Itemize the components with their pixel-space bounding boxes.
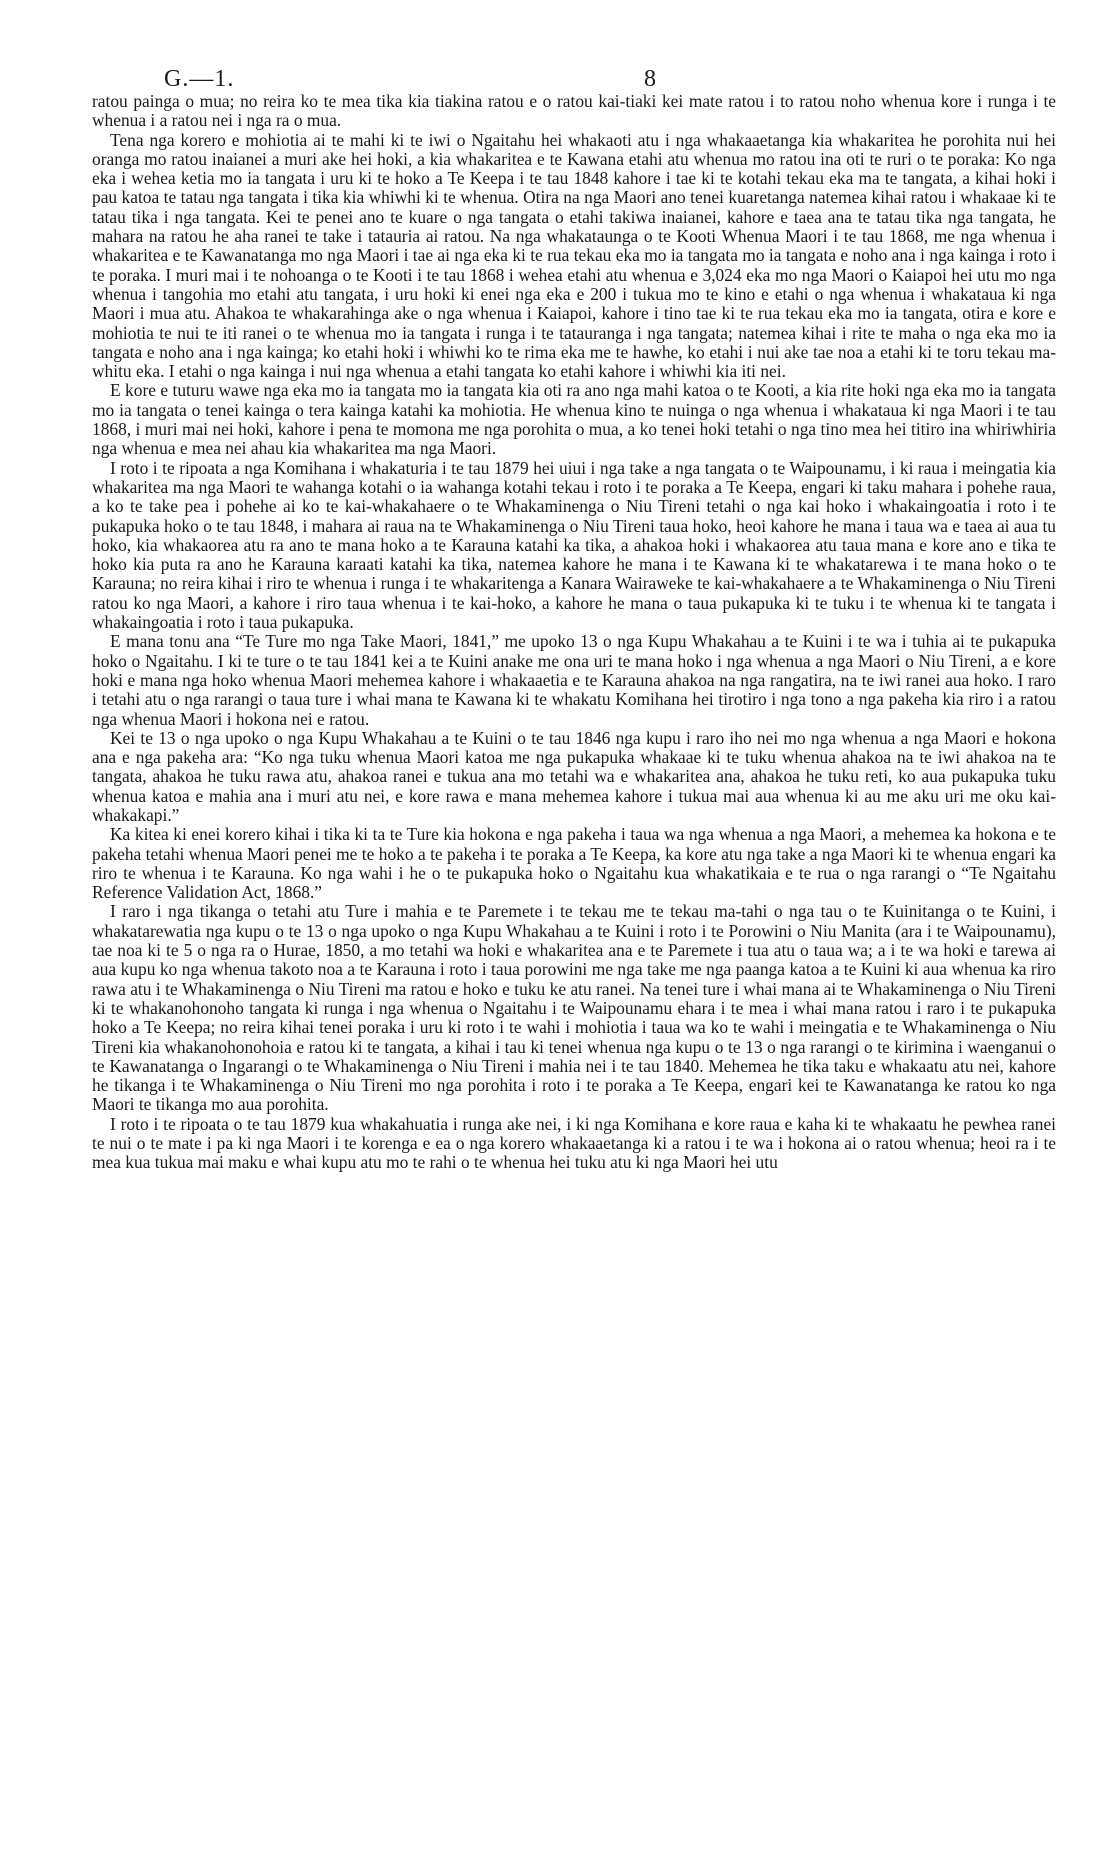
page-reference: G.—1.	[164, 66, 235, 92]
paragraph-9: I roto i te ripoata o te tau 1879 kua whakahuatia i runga ake nei, i ki nga Komihana e kore raua e kaha ki te whakaatu he pewhea ranei te nui o te mate i pa ki nga Maori i te korenga e ea o nga korero whakaaetanga ki a ratou i te wa i hokona ai o ratou whenua; heoi ra i te mea kua tukua mai maku e whai kupu atu mo te rahi o te whenua hei tuku atu ki nga Maori hei utu	[92, 1113, 1056, 1173]
paragraph-2: Tena nga korero e mohiotia ai te mahi ki te iwi o Ngaitahu hei whakaoti atu i nga whakaaetanga kia whakaritea he porohita nui hei oranga mo ratou inaianei a muri ake hei hoki, a kia whakaritea e te Kawana etahi atu whenua mo ratou ina oti te ruri o te poraka: Ko nga eka i wehea ketia mo ia tangata i uru ki te hoko a Te Keepa i te tau 1848 kahore i tae ki te kotahi tekau eka ma te tangata, a kihai hoki i pau katoa te tatau nga tangata i tika kia whiwhi ki te whenua. Otira na nga Maori ano tenei kuaretanga natemea kihai ratou i whakaae ki te tatau tika i nga tangata. Kei te penei ano te kuare o nga tangata o etahi takiwa inaianei, kahore e taea ana te tatau tika nga tangata, he mahara na ratou he aha ranei te take i tatauria ai ratou. Na nga whakataunga o te Kooti Whenua Maori i te tau 1868, me nga whenua i whakaritea e te Kawanatanga mo nga Maori i tae ai nga eka ki te rua tekau eka mo ia tangata mo ia tangata e noho ana i nga kainga i roto i te poraka. I muri mai i te nohoanga o te Kooti i te tau 1868 i wehea etahi atu whenua e 3,024 eka mo nga Maori o Kaiapoi hei utu mo nga whenua i tangohia mo etahi atu tangata, i uru hoki ki enei nga eka e 200 i tukua mo te kino e etahi o nga whenua i whakataua ki nga Maori i mua atu. Ahakoa te whakarahinga ake o nga whenua i Kaiapoi, kahore i tino tae ki te rua tekau eka mo ia tangata, otira e kore e mohiotia te nui te iti ranei o te whenua mo ia tangata i runga i te tatauranga i nga tangata; natemea kihai i rite te maha o nga eka mo ia tangata e noho ana i nga kainga; ko etahi hoki i whiwhi ko te rima eka me te hawhe, ko etahi i nui ake tae noa a etahi ki te toru tekau ma-whitu eka. I etahi o nga kainga i nui nga whenua a etahi tangata ko etahi kahore i whiwhi kia iti nei.	[92, 129, 1056, 382]
paragraph-4: I roto i te ripoata a nga Komihana i whakaturia i te tau 1879 hei uiui i nga take a nga tangata o te Waipounamu, i ki raua i meingatia kia whakaritea ma nga Maori te wahanga kotahi o ia wahanga kotahi tekau i roto i te poraka a Te Keepa, engari ki taku mahara i pohehe raua, a ko te take pea i pohehe ai ko te kai-whakahaere o te Whakaminenga o Niu Tireni tetahi o nga kai hoko i whakaingoatia i roto i te pukapuka hoko o te tau 1848, i mahara ai raua na te Whakaminenga o Niu Tireni taua hoko, heoi kahore he mana i taua wa e taea ai aua tu hoko, kia whakaorea atu ra ano te mana hoko a te Karauna katahi ka tika, a ahakoa hoki i whakaorea atu taua mana e kore ano e tika te hoko kia puta ra ano he Karauna karaati katahi ka tika, natemea kahore he mana i te Kawana ki te whakatarewa i te mana hoko o te Karauna; no reira kihai i riro te whenua i runga i te whakaritenga a Kanara Wairaweke te kai-whakahaere a te Whakaminenga o Niu Tireni ratou ko nga Maori, a kahore i riro taua whenua i te kai-hoko, a kahore he mana o taua pukapuka ki te tuku i te whenua ki te tangata i whakaingoatia i roto i taua pukapuka.	[92, 457, 1056, 633]
paragraph-7: Ka kitea ki enei korero kihai i tika ki ta te Ture kia hokona e nga pakeha i taua wa nga whenua a nga Maori, a mehemea ka hokona e te pakeha tetahi whenua Maori penei me te hoko a te pakeha i te poraka a Te Keepa, ka kore atu nga take a nga Maori ki te whenua engari ka riro te whenua i te Karauna. Ko nga wahi i he o te pukapuka hoko o Ngaitahu kua whakatikaia e te rua o nga rarangi o “Te Ngaitahu Reference Validation Act, 1868.”	[92, 824, 1056, 903]
paragraph-8: I raro i nga tikanga o tetahi atu Ture i mahia e te Paremete i te tekau me te tekau ma-tahi o nga tau o te Kuinitanga o te Kuini, i whakatarewatia nga kupu o te 13 o nga upoko o nga Kupu Whakahau a te Kuini i roto i te Porowini o Niu Manita (ara i te Waipounamu), tae noa ki te 5 o nga ra o Hurae, 1850, a mo tetahi wa hoki e whakaritea ana e te Paremete i tua atu o taua wa; a i te wa hoki e tarewa ai aua kupu ko nga whenua takoto noa a te Karauna i roto i taua porowini me nga take me nga paanga katoa a te Kuini ki aua whenua ka riro rawa atu i te Whakaminenga o Niu Tireni ma ratou e hoko e tuku ke atu ranei. Na tenei ture i whai mana ai te Whakaminenga o Niu Tireni ki te whakanohonoho tangata ki runga i nga whenua o Ngaitahu i te Waipounamu ehara i te mea i whai mana ratou i raro i te pukapuka hoko a Te Keepa; no reira kihai tenei poraka i uru ki roto i te wahi i mohiotia i taua wa ko te wahi i meingatia e te Whakaminenga o Niu Tireni kia whakanohonohoia e ratou ki te tangata, a kihai i tau ki tenei whenua nga kupu o te 13 o nga rarangi o te kirimina i waenganui o te Kawanatanga o Ingarangi o te Whakaminenga o Niu Tireni i mahia nei i te tau 1840. Mehemea he tika taku e whakaatu atu nei, kahore he tikanga i te Whakaminenga o Niu Tireni mo nga porohita i roto i te poraka a Te Keepa, engari kei te Kawanatanga ke ratou ko nga Maori te tikanga mo aua porohita.	[92, 901, 1056, 1115]
paragraph-6: Kei te 13 o nga upoko o nga Kupu Whakahau a te Kuini o te tau 1846 nga kupu i raro iho nei mo nga whenua a nga Maori e hokona ana e nga pakeha ara: “Ko nga tuku whenua Maori katoa me nga pukapuka whakaae ki te tuku whenua ahakoa na te iwi ahakoa na te tangata, ahakoa he tuku rawa atu, ahakoa ranei e tukua ana mo tetahi wa e whakaritea ana, ahakoa he tuku reti, ko aua pukapuka tuku whenua katoa e mahia ana i muri atu nei, e kore rawa e mana mehemea kahore i tukua mai aua whenua ki au me aku uri me oku kai-whakakapi.”	[92, 727, 1056, 825]
paragraph-3: E kore e tuturu wawe nga eka mo ia tangata mo ia tangata kia oti ra ano nga mahi katoa o te Kooti, a kia rite hoki nga eka mo ia tangata mo ia tangata o tenei kainga o tera kainga katahi ka mohiotia. He whenua kino te nuinga o nga whenua i whakataua ki nga Maori i te tau 1868, i muri mai nei hoki, kahore i pena te momona me nga porohita o mua, a ko tenei hoki tetahi o nga tino mea hei titiro ina whiriwhiria nga whenua e mea nei ahau kia whakaritea ma nga Maori.	[92, 380, 1056, 459]
paragraph-1: ratou painga o mua; no reira ko te mea tika kia tiakina ratou e o ratou kai-tiaki kei mate ratou i to ratou noho whenua kore i runga i te whenua i a ratou nei i nga ra o mua.	[92, 91, 1056, 131]
page-header	[92, 0, 1056, 92]
body-text	[92, 92, 1056, 1173]
paragraph-5: E mana tonu ana “Te Ture mo nga Take Maori, 1841,” me upoko 13 o nga Kupu Whakahau a te Kuini i te wa i tuhia ai te pukapuka hoko o Ngaitahu. I ki te ture o te tau 1841 kei a te Kuini anake me ona uri te mana hoko i nga whenua a nga Maori o Niu Tireni, a e kore hoki e mana nga hoko whenua Maori mehemea kahore i whakaaetia e te Karauna ahakoa na nga rangatira, na te iwi ranei aua hoko. I raro i tetahi atu o nga rarangi o taua ture i whai mana te Kawana ki te whakatu Komihana hei tirotiro i nga tono a nga pakeha kia riro i a ratou nga whenua Maori i hokona nei e ratou.	[92, 631, 1056, 729]
page-number: 8	[644, 66, 656, 92]
